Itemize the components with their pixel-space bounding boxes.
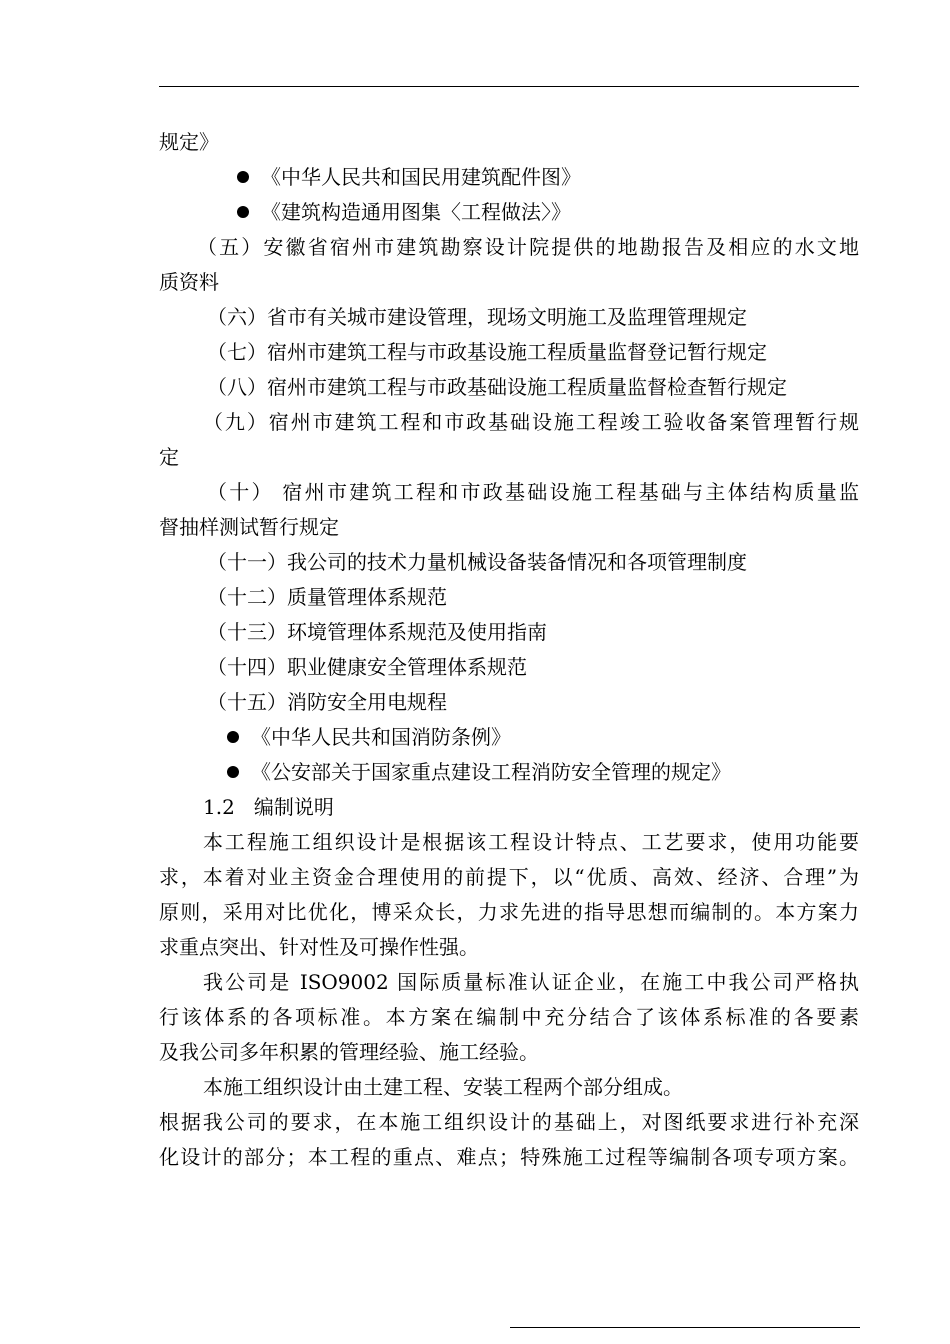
document-body	[159, 125, 859, 1175]
paragraph-3: 本施工组织设计由土建工程、安装工程两个部分组成。	[203, 1075, 683, 1099]
paragraph-4-line-1: 根据我公司的要求，在本施工组织设计的基础上，对图纸要求进行补充深	[159, 1110, 859, 1134]
paragraph-1-line-4: 求重点突出、针对性及可操作性强。	[159, 935, 479, 959]
list-item-5-line-1: （五）安徽省宿州市建筑勘察设计院提供的地勘报告及相应的水文地	[197, 235, 859, 259]
list-item-10-line-2: 督抽样测试暂行规定	[159, 515, 339, 539]
paragraph-2-line-2: 行该体系的各项标准。本方案在编制中充分结合了该体系标准的各要素	[159, 1005, 859, 1029]
header-rule	[159, 86, 859, 87]
paragraph-2-line-3: 及我公司多年积累的管理经验、施工经验。	[159, 1040, 539, 1064]
list-item-13: （十三）环境管理体系规范及使用指南	[207, 620, 547, 644]
bullet-item	[159, 160, 859, 195]
section-heading: 1.2 编制说明	[203, 795, 334, 819]
bullet-icon	[227, 766, 239, 778]
list-item-6: （六）省市有关城市建设管理，现场文明施工及监理管理规定	[207, 305, 747, 329]
text-line: 规定》	[159, 130, 219, 154]
list-item-9-line-1: （九）宿州市建筑工程和市政基础设施工程竣工验收备案管理暂行规	[203, 410, 859, 434]
list-item-15: （十五）消防安全用电规程	[207, 690, 447, 714]
list-item-10-line-1: （十） 宿州市建筑工程和市政基础设施工程基础与主体结构质量监	[207, 480, 859, 504]
list-item-14: （十四）职业健康安全管理体系规范	[207, 655, 527, 679]
list-item-8: （八）宿州市建筑工程与市政基础设施工程质量监督检查暂行规定	[207, 375, 787, 399]
paragraph-1-line-1: 本工程施工组织设计是根据该工程设计特点、工艺要求，使用功能要	[203, 830, 859, 854]
bullet-text: 《公安部关于国家重点建设工程消防安全管理的规定》	[251, 760, 731, 784]
bullet-item	[159, 720, 859, 755]
list-item-12: （十二）质量管理体系规范	[207, 585, 447, 609]
bullet-icon	[237, 206, 249, 218]
list-item-9-line-2: 定	[159, 445, 179, 469]
footer-rule	[510, 1327, 860, 1328]
bullet-item	[159, 755, 859, 790]
bullet-text: 《中华人民共和国消防条例》	[251, 725, 511, 749]
paragraph-2-line-1: 我公司是 ISO9002 国际质量标准认证企业，在施工中我公司严格执	[203, 970, 859, 994]
bullet-item	[159, 195, 859, 230]
list-item-11: （十一）我公司的技术力量机械设备装备情况和各项管理制度	[207, 550, 747, 574]
bullet-text: 《中华人民共和国民用建筑配件图》	[261, 165, 581, 189]
paragraph-4-line-2: 化设计的部分；本工程的重点、难点；特殊施工过程等编制各项专项方案。	[159, 1145, 859, 1169]
bullet-icon	[237, 171, 249, 183]
paragraph-1-line-2: 求，本着对业主资金合理使用的前提下，以“优质、高效、经济、合理”为	[159, 865, 859, 889]
bullet-text: 《建筑构造通用图集〈工程做法〉》	[261, 200, 571, 224]
list-item-7: （七）宿州市建筑工程与市政基设施工程质量监督登记暂行规定	[207, 340, 767, 364]
paragraph-1-line-3: 原则，采用对比优化，博采众长，力求先进的指导思想而编制的。本方案力	[159, 900, 859, 924]
bullet-icon	[227, 731, 239, 743]
list-item-5-line-2: 质资料	[159, 270, 219, 294]
